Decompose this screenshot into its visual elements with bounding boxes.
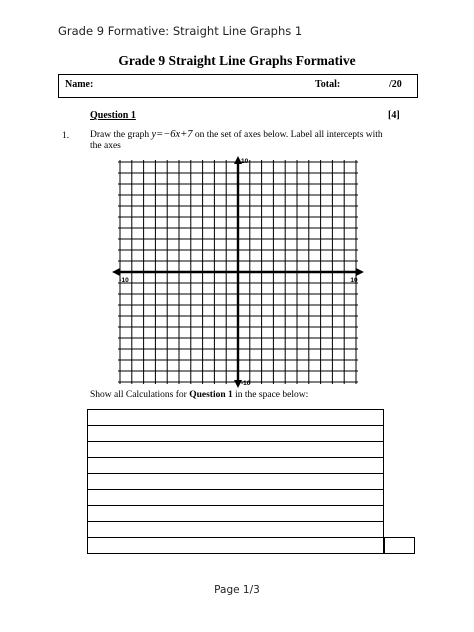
name-label: Name:: [65, 79, 94, 90]
question-text: [90, 129, 390, 152]
question-text-after: on the set of axes below. Label all intercepts with the axes: [90, 130, 383, 151]
total-label: Total:: [315, 79, 341, 90]
question-text-before: Draw the graph: [90, 130, 152, 140]
page-number: Page 1/3: [214, 584, 260, 596]
y-max-label: 10: [241, 158, 249, 165]
x-max-label: 10: [350, 277, 358, 284]
coordinate-grid[interactable]: [112, 156, 364, 388]
document-title: Grade 9 Straight Line Graphs Formative: [118, 53, 356, 68]
calc-text-bold: Question 1: [189, 390, 233, 400]
answer-line[interactable]: [87, 425, 384, 442]
question-equation: y=−6x+7: [151, 129, 193, 140]
question-heading: Question 1: [90, 110, 136, 121]
answer-line[interactable]: [87, 441, 384, 458]
answer-line[interactable]: [87, 521, 384, 538]
answer-line[interactable]: [87, 409, 384, 426]
running-header: Grade 9 Formative: Straight Line Graphs 1: [58, 24, 303, 38]
name-total-box: [58, 74, 418, 98]
total-value: /20: [389, 79, 402, 90]
calc-text-before: Show all Calculations for: [90, 390, 190, 400]
x-min-label: -10: [119, 277, 129, 284]
answer-line[interactable]: [87, 473, 384, 490]
question-marks: [4]: [388, 110, 400, 121]
answer-line[interactable]: [87, 489, 384, 506]
answer-line[interactable]: [87, 505, 384, 522]
calculation-instruction: [90, 390, 308, 400]
answer-extra-cell[interactable]: [384, 537, 415, 554]
y-min-label: -10: [241, 380, 251, 387]
question-number: 1.: [62, 131, 70, 141]
x-axis-left-arrow: [112, 268, 120, 276]
x-axis-right-arrow: [356, 268, 364, 276]
calc-text-after: in the space below:: [232, 390, 309, 400]
answer-line[interactable]: [87, 537, 384, 554]
answer-line[interactable]: [87, 457, 384, 474]
